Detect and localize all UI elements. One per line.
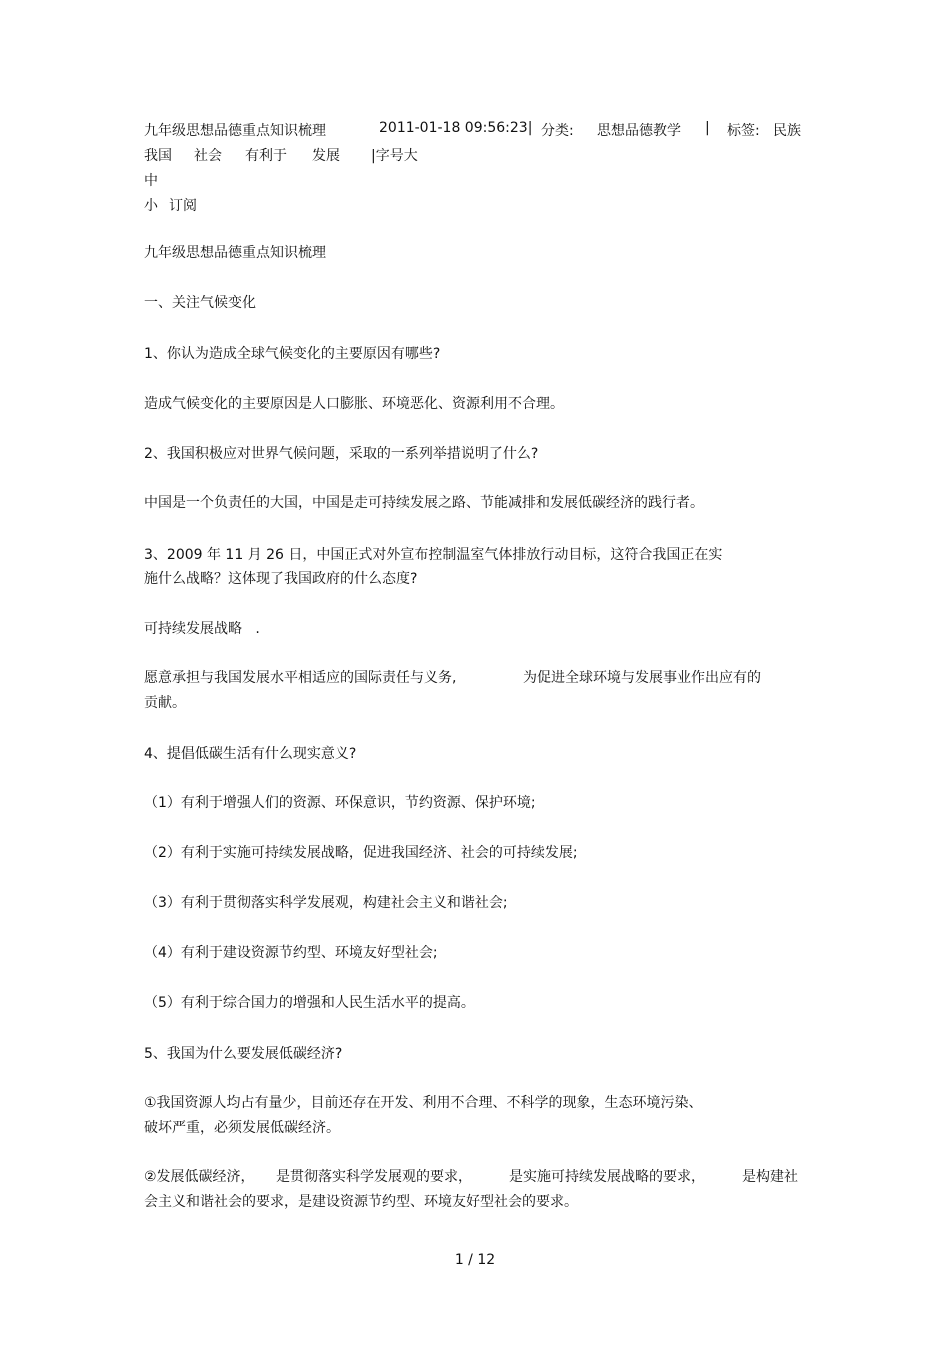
answer: 可持续发展战略 . [144,621,260,637]
answer: 为促进全球环境与发展事业作出应有的 [523,670,761,686]
question: 3、2009 年 11 月 26 日，中国正式对外宣布控制温室气体排放行动目标，这符合我国正在实 [144,547,723,563]
category-link[interactable]: 思想品德教学 [597,123,681,139]
answer: 造成气候变化的主要原因是人口膨胀、环境恶化、资源利用不合理。 [144,396,564,412]
answer: 是贯彻落实科学发展观的要求， [276,1169,472,1185]
answer: 中国是一个负责任的大国，中国是走可持续发展之路、节能减排和发展低碳经济的践行者。 [144,495,704,511]
list-item: （5）有利于综合国力的增强和人民生活水平的提高。 [144,995,475,1011]
answer-continuation: 贡献。 [144,695,186,711]
tag-link[interactable]: 社会 [194,148,222,164]
tag-link[interactable]: 有利于 [245,148,287,164]
answer-continuation: 破坏严重，必须发展低碳经济。 [144,1120,340,1136]
question-continuation: 施什么战略？这体现了我国政府的什么态度? [144,571,418,587]
list-item: （3）有利于贯彻落实科学发展观，构建社会主义和谐社会; [144,895,508,911]
answer: ②发展低碳经济， [144,1169,255,1185]
answer: ①我国资源人均占有量少，目前还存在开发、利用不合理、不科学的现象，生态环境污染、 [144,1095,703,1111]
font-size-small-button[interactable]: 小 [144,198,158,214]
category-label: 分类: [541,123,574,139]
question: 2、我国积极应对世界气候问题，采取的一系列举措说明了什么? [144,446,539,462]
section-heading: 一、关注气候变化 [144,295,256,311]
page-indicator: 1 / 12 [454,1252,496,1268]
document-title: 九年级思想品德重点知识梳理 [144,245,326,261]
tag-link[interactable]: 发展 [312,148,340,164]
font-size-large-button[interactable]: |字号大 [371,148,418,164]
tag-link[interactable]: 我国 [144,148,172,164]
answer: 愿意承担与我国发展水平相适应的国际责任与义务, [144,670,457,686]
post-title: 九年级思想品德重点知识梳理 [144,123,326,139]
list-item: （2）有利于实施可持续发展战略，促进我国经济、社会的可持续发展; [144,845,578,861]
list-item: （1）有利于增强人们的资源、环保意识，节约资源、保护环境; [144,795,536,811]
question: 5、我国为什么要发展低碳经济? [144,1046,343,1062]
answer: 是构建社 [742,1169,798,1185]
answer-continuation: 会主义和谐社会的要求，是建设资源节约型、环境友好型社会的要求。 [144,1194,578,1210]
question: 4、提倡低碳生活有什么现实意义? [144,746,357,762]
question: 1、你认为造成全球气候变化的主要原因有哪些? [144,346,441,362]
answer: 是实施可持续发展战略的要求， [509,1169,705,1185]
meta-separator: | [705,120,710,136]
post-datetime: 2011-01-18 09:56:23| [379,120,533,136]
list-item: （4）有利于建设资源节约型、环境友好型社会; [144,945,438,961]
subscribe-link[interactable]: 订阅 [169,198,197,214]
font-size-medium-button[interactable]: 中 [144,173,158,189]
tag-link[interactable]: 民族 [773,123,801,139]
tags-label: 标签: [727,123,760,139]
